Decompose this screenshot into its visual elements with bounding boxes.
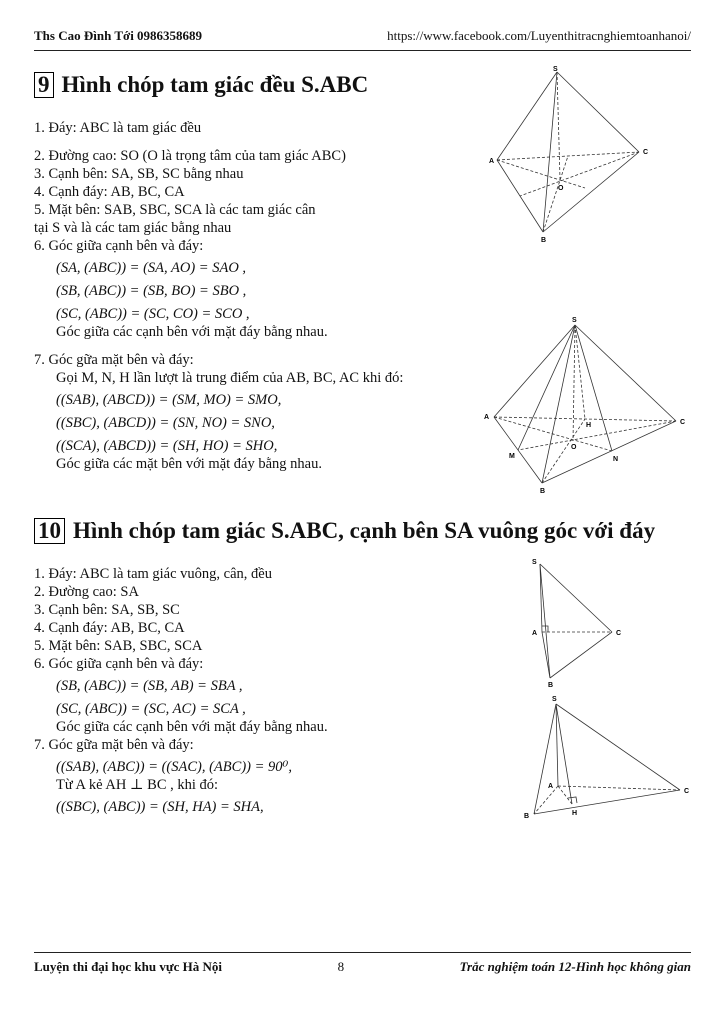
section-10-title [34,518,655,544]
fig3-label-a: A [532,630,538,637]
fig4-label-b: B [524,813,530,820]
fig2-label-o: O [571,444,577,451]
fig2-label-m: M [509,453,515,460]
s9-formula-sa: (SA, (ABC)) = (SA, AO) = SAO , [56,260,247,276]
s9-formula-smo: ((SAB), (ABCD)) = (SM, MO) = SMO, [56,392,282,408]
s10-formula-sca: (SC, (ABC)) = (SC, AC) = SCA , [56,701,246,717]
s9-formula-sc: (SC, (ABC)) = (SC, CO) = SCO , [56,306,250,322]
section-10-number: 10 [34,518,65,544]
s9-line-7: 6. Góc giữa cạnh bên và đáy: [34,238,204,254]
section-9-number: 9 [34,72,54,98]
fig2-label-a: A [484,414,490,421]
fig4-label-c: C [684,788,690,795]
figure-regular-pyramid-1 [485,64,685,250]
page-footer [34,952,691,979]
s9-line-13: Gọi M, N, H lần lượt là trung điểm của AB, BC, AC khi đó: [56,370,404,386]
s10-line-9: Góc giữa các cạnh bên với mặt đáy bằng nhau. [56,719,328,735]
s10-formula-sba: (SB, (ABC)) = (SB, AB) = SBA , [56,678,243,694]
fig1-label-c: C [643,149,649,156]
fig1-label-s: S [553,66,558,73]
s9-line-6: tại S và là các tam giác bằng nhau [34,220,232,236]
header-url[interactable]: https://www.facebook.com/Luyenthitracnghiemtoanhanoi/ [387,28,691,43]
s9-line-3: 3. Cạnh bên: SA, SB, SC bằng nhau [34,166,244,182]
fig4-label-h: H [572,810,578,817]
fig1-label-o: O [558,185,564,192]
s10-formula-sha: ((SBC), (ABC)) = (SH, HA) = SHA, [56,799,264,815]
section-9-title [34,72,368,98]
fig2-label-h: H [586,422,592,429]
figure-perpendicular-pyramid-1 [520,556,640,690]
fig2-label-c: C [680,419,686,426]
s9-line-5: 5. Mặt bên: SAB, SBC, SCA là các tam giác cân [34,202,316,218]
fig2-label-b: B [540,488,546,495]
s10-line-10: 7. Góc gữa mặt bên và đáy: [34,737,194,753]
section-10-body [34,565,328,816]
footer-left: Luyện thi đại học khu vực Hà Nội [34,959,223,974]
fig1-label-a: A [489,158,495,165]
figure-regular-pyramid-2 [480,313,690,495]
page-header [34,28,691,51]
footer-right: Trắc nghiệm toán 12-Hình học không gian [459,959,691,974]
section-9-body [34,119,403,473]
fig1-label-b: B [541,237,547,244]
s9-line-4: 4. Cạnh đáy: AB, BC, CA [34,184,185,200]
section-9-heading: Hình chóp tam giác đều S.ABC [61,72,369,97]
section-10-heading: Hình chóp tam giác S.ABC, cạnh bên SA vuông góc với đáy [73,518,656,543]
fig3-label-c: C [616,630,622,637]
s9-line-12: 7. Góc gữa mặt bên và đáy: [34,352,194,368]
page-number: 8 [337,959,345,974]
fig4-label-a: A [548,783,554,790]
s9-formula-sb: (SB, (ABC)) = (SB, BO) = SBO , [56,283,247,299]
fig2-label-n: N [613,456,619,463]
s9-line-2: 2. Đường cao: SO (O là trọng tâm của tam giác ABC) [34,148,346,164]
s10-line-2: 2. Đường cao: SA [34,584,139,600]
fig2-label-s: S [572,317,577,324]
s10-line-1: 1. Đáy: ABC là tam giác vuông, cân, đều [34,566,272,582]
s9-line-17: Góc giữa các mặt bên với mặt đáy bằng nhau. [56,456,322,472]
s10-formula-90: ((SAB), (ABC)) = ((SAC), (ABC)) = 90⁰, [56,759,292,775]
s10-line-12: Từ A kẻ AH ⊥ BC , khi đó: [56,777,219,793]
figure-perpendicular-pyramid-2 [520,690,695,824]
s10-line-3: 3. Cạnh bên: SA, SB, SC [34,602,180,618]
s10-line-5: 5. Mặt bên: SAB, SBC, SCA [34,638,203,654]
s9-line-1: 1. Đáy: ABC là tam giác đều [34,120,202,136]
header-author: Ths Cao Đình Tới 0986358689 [34,28,203,43]
fig3-label-s: S [532,559,537,566]
s9-formula-sho: ((SCA), (ABCD)) = (SH, HO) = SHO, [56,438,278,454]
fig3-label-b: B [548,682,554,689]
s10-line-6: 6. Góc giữa cạnh bên và đáy: [34,656,204,672]
s10-line-4: 4. Cạnh đáy: AB, BC, CA [34,620,185,636]
s9-formula-sno: ((SBC), (ABCD)) = (SN, NO) = SNO, [56,415,275,431]
s9-line-11: Góc giữa các cạnh bên với mặt đáy bằng nhau. [56,324,328,340]
fig4-label-s: S [552,696,557,703]
